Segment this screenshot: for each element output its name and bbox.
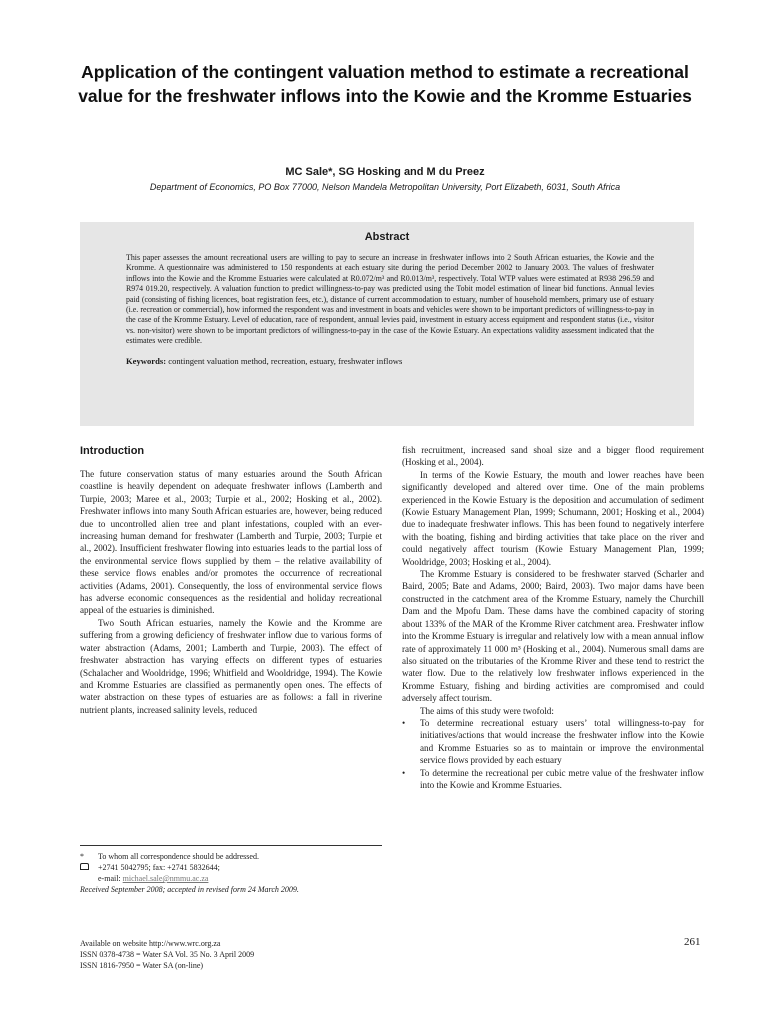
paper-title: Application of the contingent valuation method to estimate a recreational value for the freshwater inflows into the Kowie and the Kromme Estuaries — [78, 62, 692, 106]
intro-paragraph: The future conservation status of many estuaries around the South African coastline is heavily dependent on adequate freshwater inflows (Lamberth and Turpie, 2003; Maree et al., 2003; Turpie et al., 2002; Hosking et al., 2002). Freshwater inflows into many South African estuaries are, however, being reduced due to uncontrolled alien tree and plant infestations, coupled with an ever-increasing human demand for freshwater (Lamberth and Turpie, 2003; Turpie et al., 2002). Insufficient freshwater flowing into estuaries leads to the partial loss of the environmental service flows supplied by them – the relative availability of these service flows enables and/or promotes the occurrence of recreational activities (Adams, 2001). Consequently, the loss of environmental service flows has adverse economic consequences as the residential and holiday recreational appeal of the estuaries is diminished. — [80, 469, 382, 616]
introduction-heading: Introduction — [80, 445, 145, 457]
list-item — [402, 767, 704, 792]
asterisk-icon: * — [80, 852, 84, 861]
footnote-email — [80, 873, 382, 884]
abstract-box — [80, 222, 694, 426]
website-line: Available on website http://www.wrc.org.za — [80, 939, 221, 948]
left-column — [80, 468, 382, 716]
journal-footer — [80, 938, 400, 971]
list-item — [402, 717, 704, 767]
intro-paragraph: In terms of the Kowie Estuary, the mouth and lower reaches have been significantly developed and altered over time. One of the main problems experienced in the Kowie Estuary is the deposition and accumulation of sediment (Kowie Estuary Management Plan, 1999; Schumann, 2001; Hosking et al., 2004) due to inadequate freshwater inflows. This has been found to negatively interfere with the boating, fishing and birding activities that take place on the river and could negatively affect tourism (Kowie Estuary Management Plan, 1999; Wooldridge, 2003; Hosking et al., 2004). — [402, 469, 704, 567]
keywords-list: contingent valuation method, recreation, estuary, freshwater inflows — [168, 355, 403, 366]
list-item-text: To determine recreational estuary users’ total willingness-to-pay for initiatives/actions that would increase the freshwater inflow into the Kowie and Kromme Estuaries so as to maintain or improve the environmental service flows provided by each estuary — [420, 717, 704, 766]
footnote-phone-text: +2741 5042795; fax: +2741 5832644; — [98, 863, 220, 872]
footnote-correspondence — [80, 851, 382, 862]
bullet-icon: • — [402, 717, 406, 728]
footnote-text: To whom all correspondence should be addressed. — [98, 852, 259, 861]
intro-paragraph: The aims of this study were twofold: — [420, 705, 554, 716]
page-number: 261 — [684, 936, 701, 948]
email-label: e-mail: — [98, 874, 121, 883]
abstract-text: This paper assesses the amount recreational users are willing to pay to secure an increase in freshwater inflows into 2 South African estuaries, the Kowie and the Kromme. A questionnaire was administered to 150 respondents at each estuary site during the period December 2002 to January 2003. The values of freshwater inflows into the Kowie and the Kromme Estuaries were calculated at R0.072/m³ and R0.013/m³, respectively. Total WTP values were estimated at R938 296.59 and R974 019.20, respectively. A valuation function to predict willingness-to-pay was predicted using the Tobit model estimation of linear bid functions. Annual levies paid (consisting of fishing licences, boat registration fees, etc.), distance of current accommodation to estuary, number of household members, primary use of estuary (i.e. recreation or commercial), how informed the respondent was and investment in boats and vehicles were shown to be important predictors of willingness-to-pay in the case of the Kromme Estuary. Level of education, race of respondent, annual levies paid, investment in estuary access equipment and respondent status (i.e., visitor vs. non-visitor) were shown to be important predictors of willingness-to-pay in the case of the Kowie Estuary. An expectations validity assessment indicated that the estimates were credible. — [126, 253, 654, 346]
paper-authors: MC Sale*, SG Hosking and M du Preez — [285, 166, 485, 178]
intro-paragraph: The Kromme Estuary is considered to be freshwater starved (Scharler and Baird, 2005; Bate and Adams, 2000; Baird, 2003). Two major dams have been constructed in the catchment area of the Kromme Estuary, namely the Churchill Dam and the Mpofu Dam. These dams have the combined capacity of storing about 133% of the MAR of the Kromme River catchment area. Freshwater inflow into the Kromme Estuary is irregular and relatively low with a mean annual inflow rate of approximately 11 000 m³ (Hosking et al., 2004). Numerous small dams are also situated on the tributaries of the Kromme River and these tend to restrict the water flow. Due to the relatively low freshwater inflows experienced in the Kromme Estuary, fishing and birding activities are compromised and could adversely affect tourism. — [402, 569, 704, 704]
abstract-heading: Abstract — [364, 231, 410, 243]
footnotes — [80, 851, 382, 895]
email-link[interactable]: michael.sale@nmmu.ac.za — [122, 874, 209, 883]
issn-online: ISSN 1816-7950 = Water SA (on-line) — [80, 961, 204, 970]
issn-print: ISSN 0378-4738 = Water SA Vol. 35 No. 3 April 2009 — [80, 950, 255, 959]
aims-list — [402, 717, 704, 791]
author-affiliation: Department of Economics, PO Box 77000, Nelson Mandela Metropolitan University, Port Elizabeth, 6031, South Africa — [149, 182, 621, 192]
keywords-label: Keywords: — [126, 355, 167, 366]
intro-paragraph: Two South African estuaries, namely the Kowie and the Kromme are suffering from a growing deficiency of freshwater inflow due to various forms of water abstraction (Adams, 2001; Lamberth and Turpie, 2003). The effect of freshwater abstraction has varying effects on different types of estuaries (Schalacher and Wooldridge, 1996; Whitfield and Wooldridge, 1994). The Kowie and Kromme Estuaries are classified as permanently open ones. The effects of water abstraction on these types of estuaries are as follows: a fall in riverine nutrient plants, increased salinity levels, reduced — [80, 617, 382, 715]
footnote-divider — [80, 845, 382, 846]
keywords — [126, 356, 654, 367]
bullet-icon: • — [402, 767, 406, 778]
list-item-text: To determine the recreational per cubic metre value of the freshwater inflow into the Kowie and Kromme Estuaries. — [420, 767, 704, 790]
telephone-icon — [80, 862, 98, 873]
intro-paragraph: fish recruitment, increased sand shoal size and a bigger flood requirement (Hosking et al., 2004). — [402, 445, 704, 468]
right-column — [402, 444, 704, 791]
footnote-phone — [80, 862, 382, 873]
received-dates: Received September 2008; accepted in revised form 24 March 2009. — [80, 885, 299, 894]
